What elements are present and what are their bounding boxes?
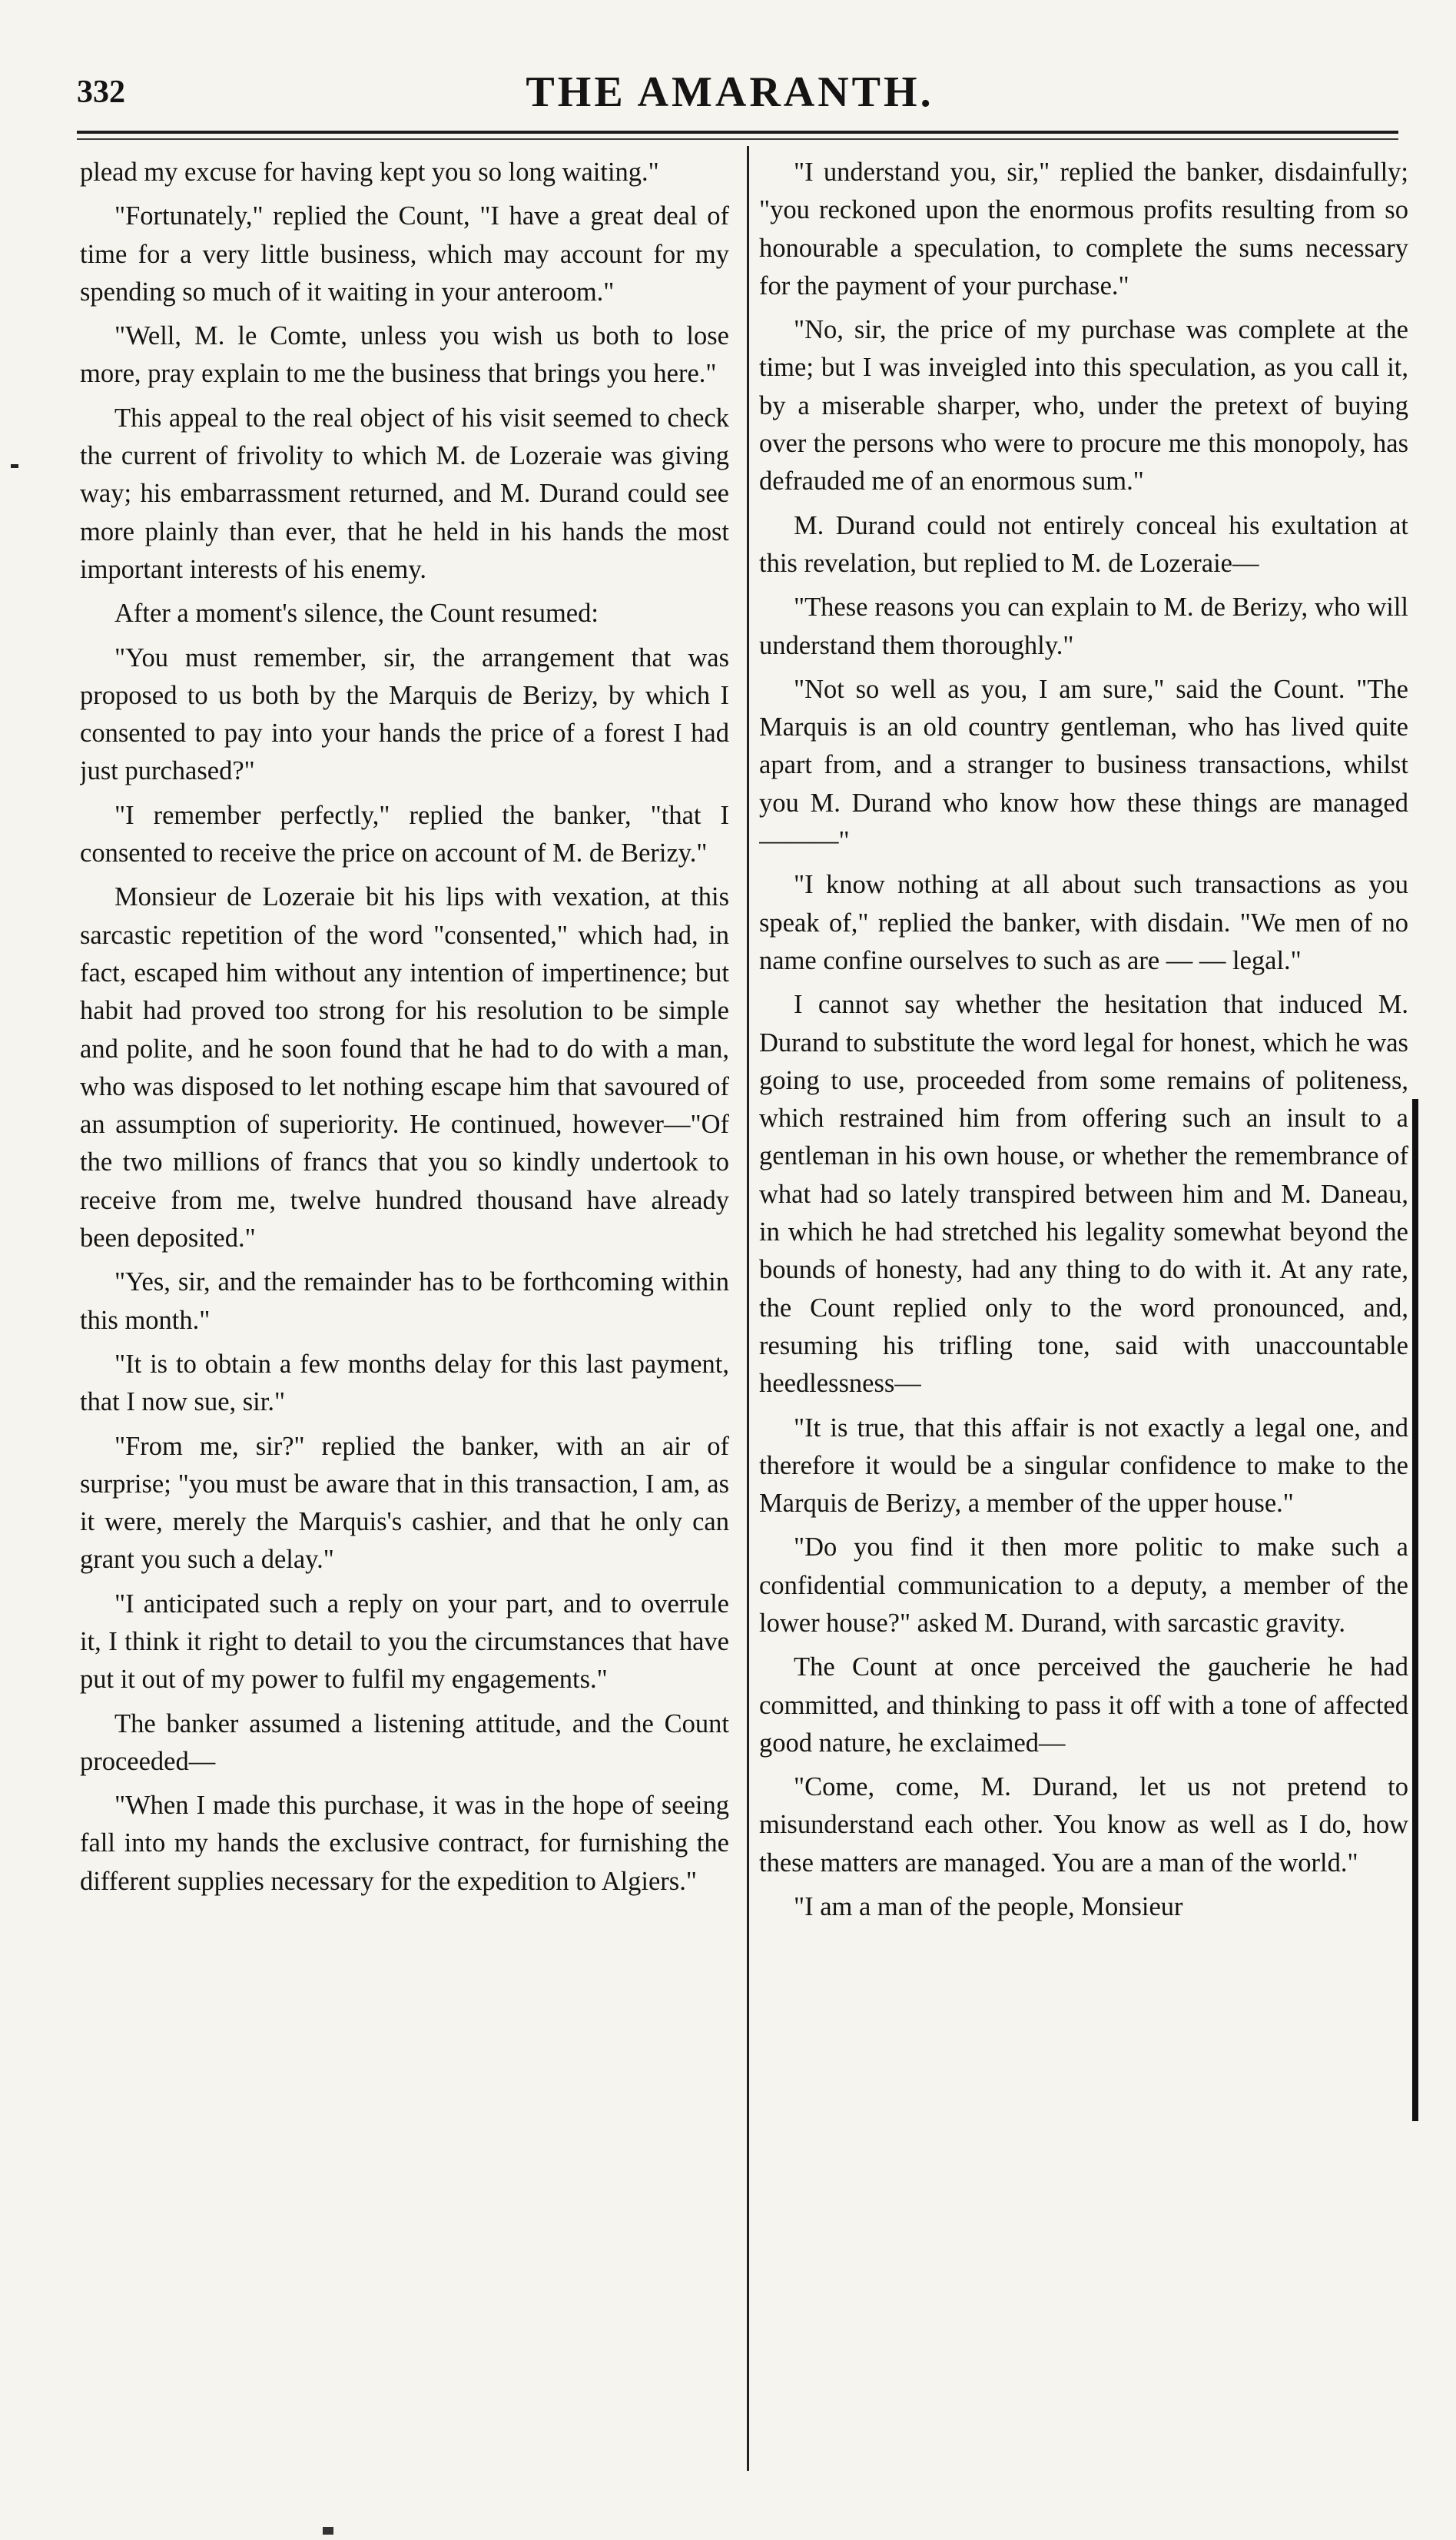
paragraph: The Count at once perceived the gaucherie he had committed, and thinking to pass it off with a tone of affected good nature, he exclaimed— bbox=[759, 1652, 1408, 1758]
paragraph: "I understand you, sir," replied the banker, disdainfully; "you reckoned upon the enormous profits resulting from so honourable a speculation, to complete the sums necessary for the payment of your purchase." bbox=[759, 158, 1408, 300]
paragraph: "Yes, sir, and the remainder has to be forthcoming within this month." bbox=[80, 1267, 729, 1335]
paragraph: Monsieur de Lozeraie bit his lips with vexation, at this sarcastic repetition of the word "consented," which had, in fact, escaped him without any intention of impertinence; but habit had proved too strong for his resolution to be simple and polite, and he soon found that he had to do with a man, who was disposed to let nothing escape him that savoured of an assumption of superiority. He continued, however—"Of the two millions of francs that you so kindly undertook to receive from me, twelve hundred thousand have already been deposited." bbox=[80, 882, 729, 1253]
paragraph: "These reasons you can explain to M. de Berizy, who will understand them thoroughly." bbox=[759, 593, 1408, 660]
paragraph: After a moment's silence, the Count resumed: bbox=[114, 599, 599, 629]
paragraph: The banker assumed a listening attitude, and the Count proceeded— bbox=[80, 1708, 729, 1776]
running-header bbox=[77, 68, 1383, 121]
journal-title: THE AMARANTH. bbox=[526, 68, 934, 116]
paragraph: M. Durand could not entirely conceal his exultation at this revelation, but replied to M. de Lozeraie— bbox=[759, 510, 1408, 578]
paragraph: "I know nothing at all about such transactions as you speak of," replied the banker, with disdain. "We men of no name confine ourselves to such as are — — legal." bbox=[759, 870, 1408, 975]
paragraph: "From me, sir?" replied the banker, with an air of surprise; "you must be aware that in this transaction, I am, as it were, merely the Marquis's cashier, and that he only can grant you such a delay." bbox=[80, 1431, 729, 1575]
paragraph: "I am a man of the people, Monsieur bbox=[794, 1892, 1183, 1922]
paragraph: "I remember perfectly," replied the banker, "that I consented to receive the price on account of M. de Berizy." bbox=[80, 800, 729, 868]
column-divider bbox=[747, 146, 749, 2471]
paragraph: "It is to obtain a few months delay for this last payment, that I now sue, sir." bbox=[80, 1349, 729, 1417]
page-number: 332 bbox=[77, 75, 125, 110]
paragraph: "Come, come, M. Durand, let us not pretend to misunderstand each other. You know as well as I do, how these matters are managed. You are a man of the world." bbox=[759, 1772, 1408, 1878]
page-edge-shadow bbox=[1412, 1099, 1418, 2121]
left-column bbox=[80, 154, 729, 2459]
paragraph: "When I made this purchase, it was in the hope of seeing fall into my hands the exclusive contract, for furnishing the different supplies necessary for the expedition to Algiers." bbox=[80, 1791, 729, 1896]
paragraph: "No, sir, the price of my purchase was complete at the time; but I was inveigled into this speculation, as you call it, by a miserable sharper, who, under the pretext of buying over the persons who were to procure me this monopoly, has defrauded me of an enormous sum." bbox=[759, 315, 1408, 496]
right-column bbox=[759, 154, 1408, 2459]
header-rule-thick bbox=[77, 131, 1398, 134]
paragraph: "Not so well as you, I am sure," said the Count. "The Marquis is an old country gentleman, who has lived quite apart from, and a stranger to business transactions, whilst you M. Durand who know how these things are managed———" bbox=[759, 674, 1408, 856]
paragraph: "It is true, that this affair is not exactly a legal one, and therefore it would be a singular confidence to make to the Marquis de Berizy, a member of the upper house." bbox=[759, 1413, 1408, 1519]
paragraph: "I anticipated such a reply on your part, and to overrule it, I think it right to detail to you the circumstances that have put it out of my power to fulfil my engagements." bbox=[80, 1589, 729, 1695]
paragraph: "Do you find it then more politic to make such a confidential communication to a deputy, a member of the lower house?" asked M. Durand, with sarcastic gravity. bbox=[759, 1532, 1408, 1638]
margin-mark bbox=[11, 464, 18, 468]
paragraph: plead my excuse for having kept you so long waiting." bbox=[80, 158, 659, 187]
paragraph: I cannot say whether the hesitation that induced M. Durand to substitute the word legal for honest, which he was going to use, proceeded from some remains of politeness, which restrained him from offering such an insult to a gentleman in his own house, or whether the remembrance of what had so lately transpired between him and M. Daneau, in which he had stretched his legality somewhat beyond the bounds of honesty, had any thing to do with it. At any rate, the Count replied only to the word pronounced, and, resuming his trifling tone, said with unaccountable heedlessness— bbox=[759, 990, 1408, 1399]
header-rule-thin bbox=[77, 138, 1398, 140]
paragraph: This appeal to the real object of his visit seemed to check the current of frivolity to which M. de Lozeraie was giving way; his embarrassment returned, and M. Durand could see more plainly than ever, that he held in his hands the most important interests of his enemy. bbox=[80, 403, 729, 584]
paragraph: "Well, M. le Comte, unless you wish us both to lose more, pray explain to me the business that brings you here." bbox=[80, 321, 729, 389]
paragraph: "You must remember, sir, the arrangement that was proposed to us both by the Marquis de Berizy, by which I consented to pay into your hands the price of a forest I had just purchased?" bbox=[80, 642, 729, 786]
bottom-mark bbox=[323, 2527, 333, 2535]
paragraph: "Fortunately," replied the Count, "I have a great deal of time for a very little business, which may account for my spending so much of it waiting in your anteroom." bbox=[80, 201, 729, 307]
